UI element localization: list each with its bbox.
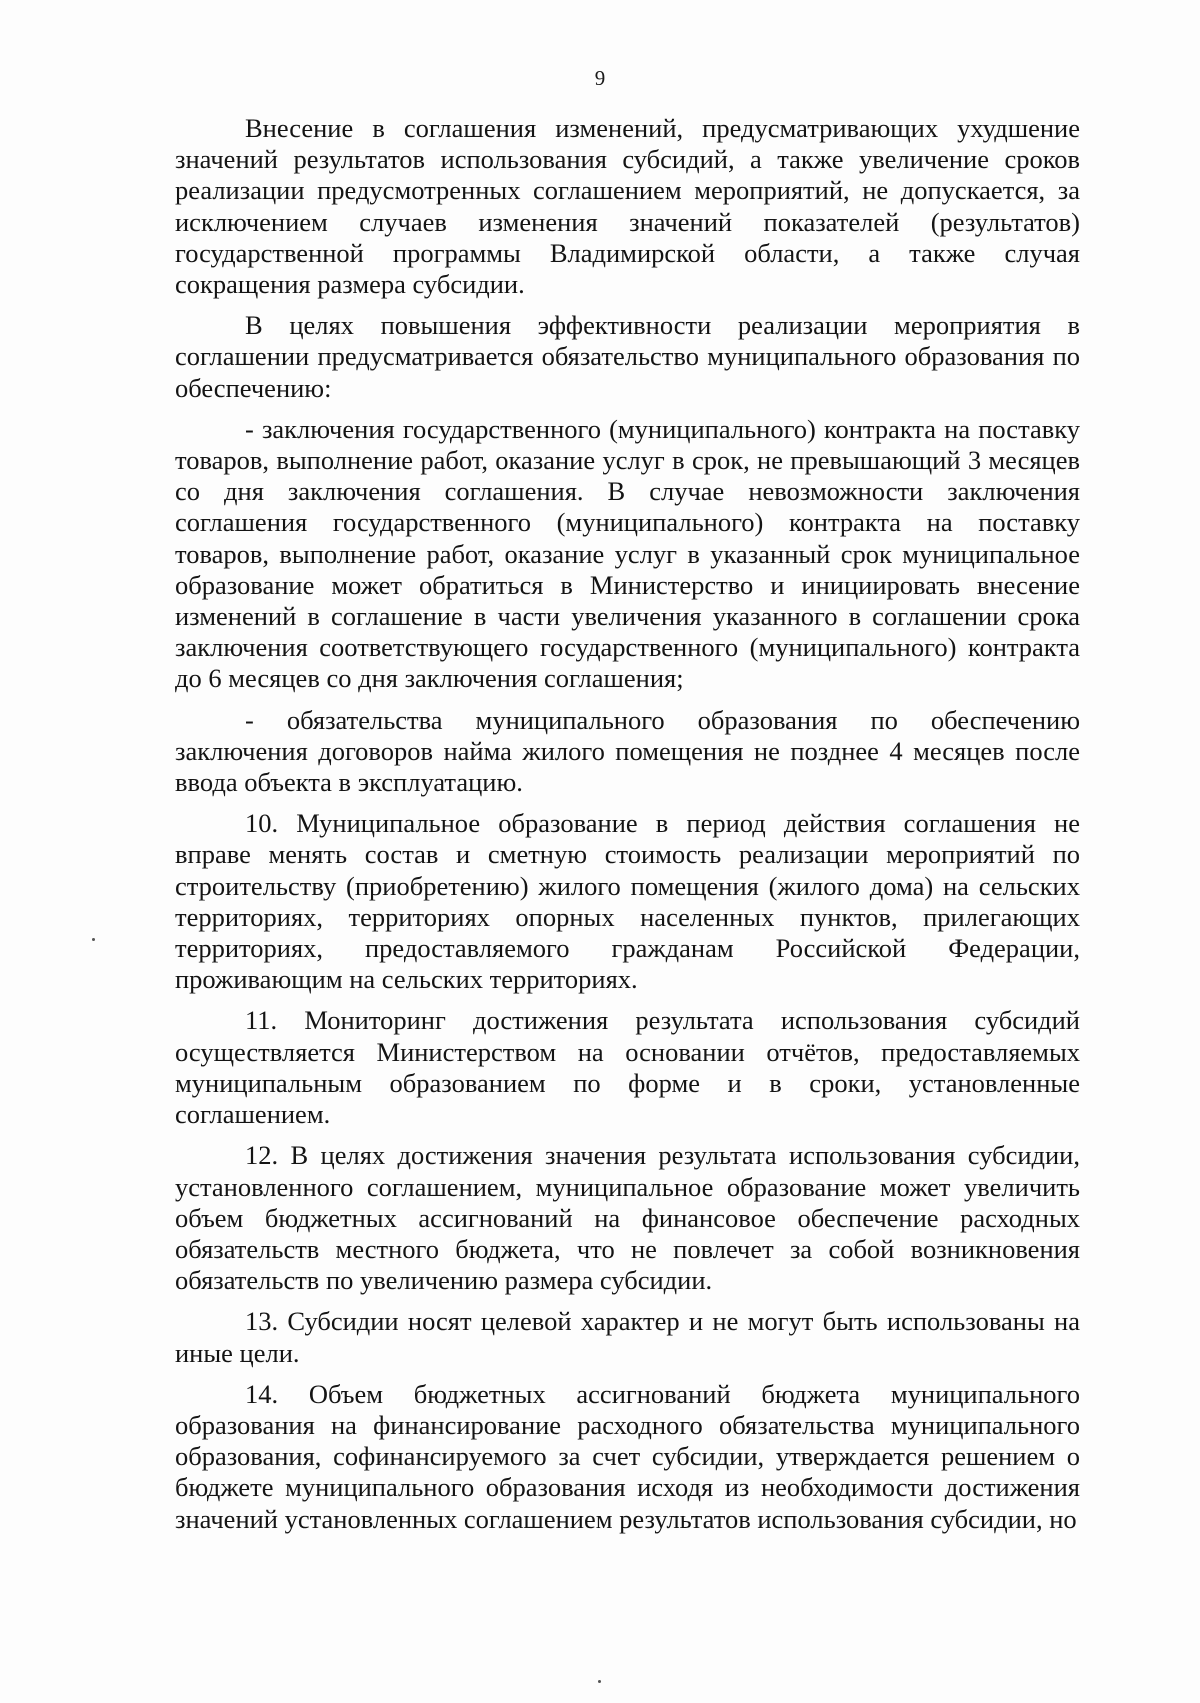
scan-speck (598, 1680, 601, 1683)
document-body (175, 113, 1080, 1545)
page-number: 9 (594, 66, 606, 90)
paragraph-rental-agreements: - обязательства муниципального образования по обеспечению заключения договоров найма жилого помещения не позднее 4 месяцев после ввода объекта в эксплуатацию. (175, 704, 1080, 798)
paragraph-amendments: Внесение в соглашения изменений, предусматривающих ухудшение значений результатов использования субсидий, а также увеличение сроков реализации предусмотренных соглашением мероприятий, не допускается, за исключением случаев изменения значений показателей (результатов) государственной программы Владимирской области, а также случая сокращения размера субсидии. (175, 113, 1080, 300)
paragraph-item-13: 13. Субсидии носят целевой характер и не могут быть использованы на иные цели. (175, 1306, 1080, 1368)
paragraph-efficiency-obligation: В целях повышения эффективности реализации мероприятия в соглашении предусматривается обязательство муниципального образования по обеспечению: (175, 310, 1080, 403)
paragraph-item-11: 11. Мониторинг достижения результата использования субсидий осуществляется Министерством на основании отчётов, предоставляемых муниципальным образованием по форме и в сроки, установленные соглашением. (175, 1005, 1080, 1130)
paragraph-item-12: 12. В целях достижения значения результата использования субсидии, установленного соглашением, муниципальное образование может увеличить объем бюджетных ассигнований на финансовое обеспечение расходных обязательств местного бюджета, что не повлечет за собой возникновения обязательств по увеличению размера субсидии. (175, 1140, 1080, 1296)
paragraph-item-10: 10. Муниципальное образование в период действия соглашения не вправе менять состав и сметную стоимость реализации мероприятий по строительству (приобретению) жилого помещения (жилого дома) на сельских территориях, территориях опорных населенных пунктов, прилегающих территориях, предоставляемого гражданам Российской Федерации, проживающим на сельских территориях. (175, 808, 1080, 995)
paragraph-contract-conclusion: - заключения государственного (муниципального) контракта на поставку товаров, выполнение работ, оказание услуг в срок, не превышающий 3 месяцев со дня заключения соглашения. В случае невозможности заключения соглашения государственного (муниципального) контракта на поставку товаров, выполнение работ, оказание услуг в указанный срок муниципальное образование может обратиться в Министерство и инициировать внесение изменений в соглашение в части увеличения указанного в соглашении срока заключения соответствующего государственного (муниципального) контракта до 6 месяцев со дня заключения соглашения; (175, 413, 1080, 694)
paragraph-item-14: 14. Объем бюджетных ассигнований бюджета муниципального образования на финансирование расходного обязательства муниципального образования, софинансируемого за счет субсидии, утверждается решением о бюджете муниципального образования исходя из необходимости достижения значений установленных соглашением результатов использования субсидии, но (175, 1378, 1080, 1534)
scan-speck (92, 938, 95, 941)
